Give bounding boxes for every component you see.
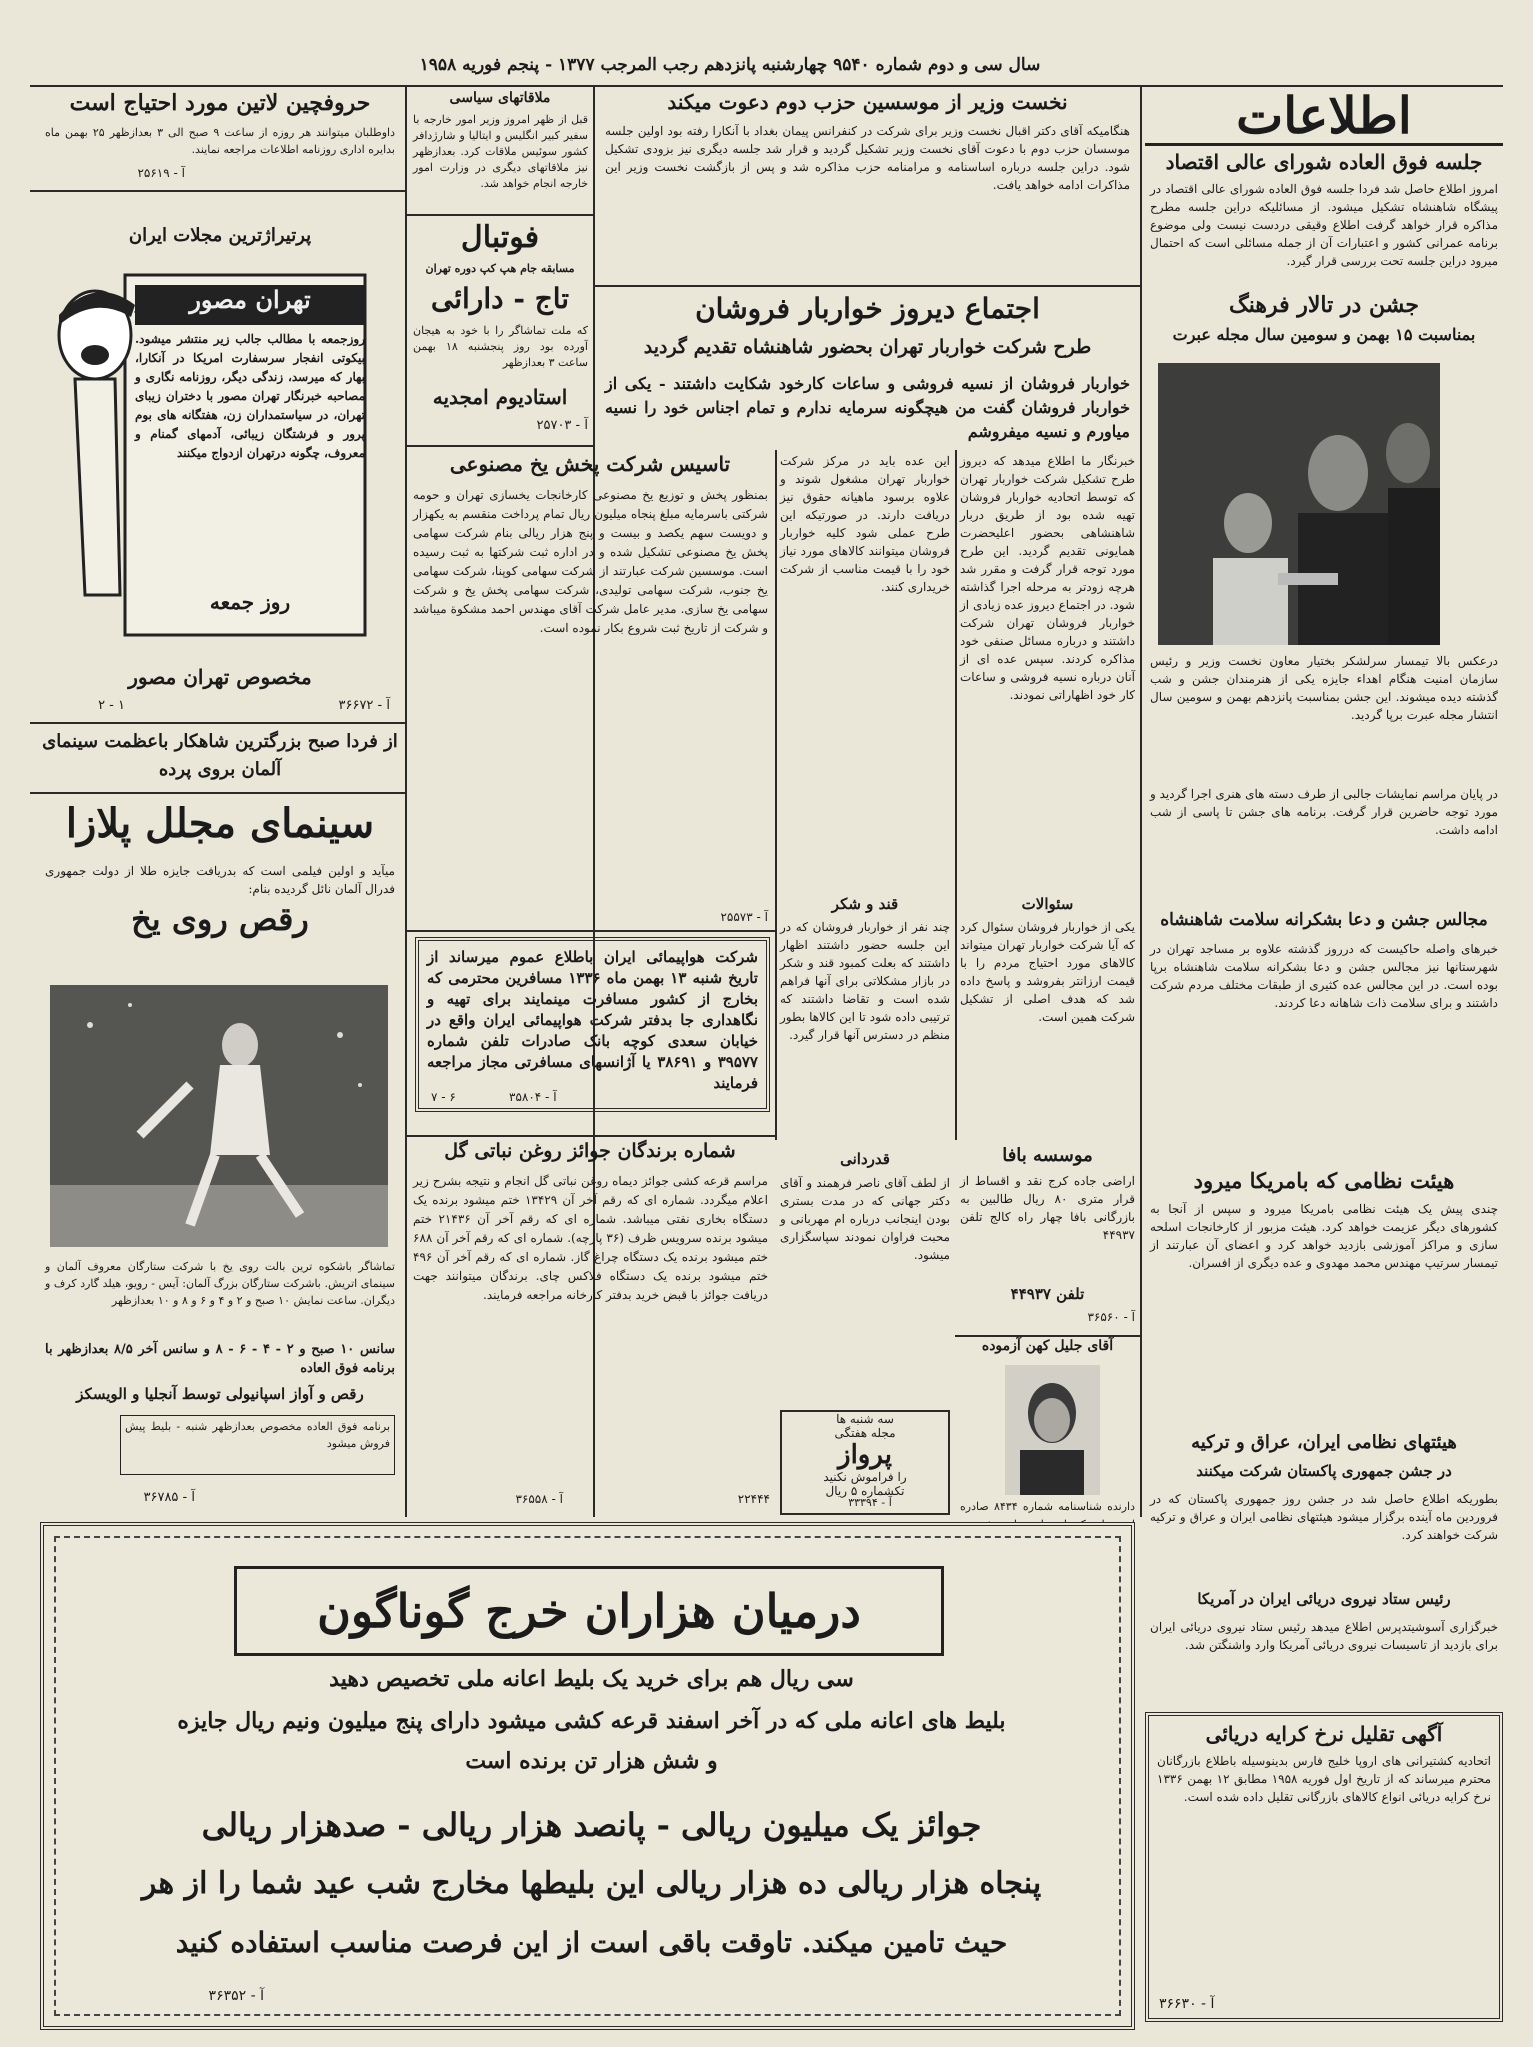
navy-body: خبرگزاری آسوشیتدپرس اطلاع میدهد رئیس ستاد نیروی دریائی ایران برای بازدید از تاسیسات نیروی دریائی آمریکا وارد واشنگتن شد. bbox=[1150, 1620, 1498, 1652]
cinema-intro: میآید و اولین فیلمی است که بدریافت جایزه طلا از دولت جمهوری فدرال آلمان نائل گردیده بنام: bbox=[45, 864, 395, 896]
grocers-body-a: خبرنگار ما اطلاع میدهد که دیروز طرح تشکیل شرکت خواربار تهران که توسط اتحادیه خواربار فروشان تهیه شده بود از طریق دربار شاهنشاهی بحضور اعلیحضرت همایونی تقدیم گردید. این طرح مورد توجه قرار گرفت و مقرر شد هرچه زودتر به مرحله اجرا گذاشته شود. در اجتماع دیروز عده زیادی از خواربار فروشان تهران شرکت داشتند و درباره مسائل صنفی خود مذاکره کردند. سپس عده ای از آنان درباره نسیه فروشی و ساعات کار خود اظهاراتی نمودند. bbox=[960, 454, 1135, 702]
pm-title: نخست وزیر از موسسین حزب دوم دعوت میکند bbox=[667, 90, 1068, 114]
football-code: آ - ۲۵۷۰۳ bbox=[536, 418, 588, 433]
football-subtitle: مسابقه جام هپ کپ دوره تهران bbox=[425, 262, 575, 275]
typesetter-body: داوطلبان میتوانند هر روزه از ساعت ۹ صبح الی ۳ بعدازظهر ۲۵ بهمن ماه بدایره اداری روزنامه اطلاعات مراجعه نمایند. bbox=[45, 126, 395, 156]
magazine-code: آ - ۳۶۶۷۲ bbox=[338, 698, 390, 713]
football-title: فوتبال bbox=[460, 220, 540, 255]
grocers-body-b: این عده باید در مرکز شرکت خواربار تهران مشغول شوند و علاوه برسود ماهیانه حقوق نیز دریافت دارند. در صورتیکه این طرح عملی شود کلیه خواربار فروشان میتوانند کالاهای مورد نیاز خود را با قیمت مناسب از شرکت خریداری کنند. bbox=[780, 454, 950, 594]
bafa-code: آ - ۳۶۵۶۰ bbox=[1087, 1310, 1135, 1324]
lottery-ad bbox=[40, 1522, 1135, 2030]
parvaz-line3: را فراموش نکنید bbox=[823, 1470, 907, 1484]
cinema-film: رقص روی یخ bbox=[131, 900, 309, 938]
lottery-line3: و شش هزار تن برنده است bbox=[465, 1748, 718, 1774]
portrait-image bbox=[1005, 1365, 1100, 1495]
questions-subhead: سئوالات bbox=[1021, 895, 1074, 913]
lottery-title-box bbox=[234, 1566, 944, 1656]
ice-code: آ - ۲۵۵۷۳ bbox=[720, 910, 768, 924]
celebration-title: جشن در تالار فرهنگ bbox=[1229, 292, 1419, 318]
meetings-body: قبل از ظهر امروز وزیر امور خارجه با سفیر کبیر انگلیس و ایتالیا و شارژدافر کشور سوئیس ملاقات کرد. بعدازظهر نیز ملاقاتهای دیگری در وزارت امور خارجه انجام خواهد شد. bbox=[413, 113, 588, 190]
bafa-title: موسسه بافا bbox=[1002, 1145, 1093, 1166]
pakistan-title: هیئتهای نظامی ایران، عراق و ترکیه bbox=[1191, 1432, 1457, 1453]
shah-health-body: خبرهای واصله حاکیست که درروز گذشته علاوه بر مساجد تهران در شهرستانها نیز مجالس جشن و دعا بشکرانه سلامت شاهنشاه برپا بوده است. در این مجالس عده کثیری از طبقات مختلف مردم شرکت داشتند و برای سلامت ذات شاهانه دعا کردند. bbox=[1150, 942, 1498, 1010]
grocers-title: اجتماع دیروز خواربار فروشان bbox=[695, 292, 1040, 325]
airline-code2: ۶ - ۷ bbox=[431, 1090, 456, 1104]
lottery-line1: سی ریال هم برای خرید یک بلیط اعانه ملی تخصیص دهید bbox=[329, 1666, 854, 1692]
doctor-caption: دارنده شناسنامه شماره ۸۴۳۴ صادره bbox=[960, 1500, 1135, 1513]
airline-text: شرکت هواپیمائی ایران باطلاع عموم میرساند از تاریخ شنبه ۱۳ بهمن ماه ۱۳۳۶ مسافرین محترمی که بخارج از کشور مسافرت مینمایند برای تهیه و نگاهداری جا بدفتر شرکت هواپیمائی ایران واقع در خیابان سعدی کوچه بانک صادرات تلفن شماره ۳۹۵۷۷ و ۳۸۶۹۱ یا آژانسهای مسافرتی مجاز مراجعه فرمایند bbox=[427, 948, 758, 1092]
lottery-code: آ - ۳۶۳۵۲ bbox=[208, 1988, 264, 2004]
contest-phone: ۲۲۴۴۴ bbox=[737, 1492, 770, 1506]
cinema-code: آ - ۳۶۷۸۵ bbox=[143, 1490, 195, 1505]
football-teams: تاج - دارائی bbox=[430, 282, 570, 315]
magazine-body: روزجمعه با مطالب جالب زیر منتشر میشود. بیکوتی انفجار سرسفارت امریکا در آنکارا، بهار که میرسد، زندگی دیگر، روزنامه نگاری و مصاحبه خبرنگار تهران مصور با دختران زیبای تهران، در سیاستمداران زن، هفتگانه های بوم پرور و فرشتگان زیبائی، آدمهای گمنام و معروف، چگونه درتهران ازدواج میکنند bbox=[135, 332, 365, 460]
grocers-body-c: چند نفر از خواربار فروشان که در این جلسه حضور داشتند اظهار داشتند که بعلت کمبود قند و شکر در بازار مشکلاتی برای آنها فراهم شده است و تقاضا داشتند که ترتیبی داده شود تا این کالاها بطور منظم در دسترس آنها قرار گیرد. bbox=[780, 920, 950, 1042]
masthead-logo bbox=[1145, 88, 1503, 146]
photo-people-image bbox=[1158, 363, 1440, 645]
fare-notice bbox=[1145, 1712, 1503, 2022]
meetings-title: ملاقاتهای سیاسی bbox=[449, 90, 551, 106]
airline-code: آ - ۳۵۸۰۴ bbox=[509, 1090, 557, 1104]
pm-body: هنگامیکه آقای دکتر اقبال نخست وزیر برای شرکت در کنفرانس پیمان بغداد با آنکارا رفته بود اولین جلسه موسسان حزب دوم با دعوت آقای نخست وزیر تشکیل گردید و قرار شد جلسه دیگری نیز بزودی تشکیل شود. دراین جلسه درباره اساسنامه و مرامنامه حزب مذاکره شد و پس از بازگشت نخست وزیر این مذاکرات ادامه خواهد یافت. bbox=[605, 124, 1130, 192]
fare-code: آ - ۳۶۶۳۰ bbox=[1159, 1996, 1215, 2012]
celebration-subtitle: بمناسبت ۱۵ بهمن و سومین سال مجله عبرت bbox=[1172, 325, 1476, 344]
contest-code: آ - ۳۶۵۵۸ bbox=[515, 1492, 563, 1506]
military-us-title: هیئت نظامی که بامریکا میرود bbox=[1193, 1168, 1455, 1193]
bafa-body: اراضی جاده کرج نقد و اقساط از قرار متری ۸۰ ریال طالبین به بازرگانی بافا چهار راه کالج تلفن ۴۴۹۳۷ bbox=[960, 1174, 1135, 1242]
military-us-body: چندی پیش یک هیئت نظامی بامریکا میرود و سپس از آنجا به کشورهای دیگر عزیمت خواهد کرد. هیئت مزبور از کارخانجات اسلحه سازی و مراکز آموزشی بازدید خواهد کرد و اعضای آن عبارتند از تیمسار سرتیپ مهندس محمد مهدوی و عده دیگری از افسران. bbox=[1150, 1202, 1498, 1270]
council-body: امروز اطلاع حاصل شد فردا جلسه فوق العاده شورای عالی اقتصاد در پیشگاه شاهنشاه تشکیل میشود. از مسائلیکه دراین جلسه مطرح مذاکره قرار خواهد گرفت اطلاع وقیقی دردست نیست ولی موضوع برنامه عمرانی کشور و اعتبارات آن از جمله مسائلی است که احتمال میرود دراین جلسه تحت بررسی قرار گیرد. bbox=[1150, 182, 1498, 268]
logo-text: اطلاعات bbox=[1236, 86, 1412, 145]
ice-title: تاسیس شرکت پخش یخ مصنوعی bbox=[449, 452, 731, 476]
magazine-name: تهران مصور bbox=[135, 285, 365, 325]
magazine-banner: پرتیراژترین مجلات ایران bbox=[128, 225, 312, 246]
fare-body: اتحادیه کشتیرانی های اروپا خلیج فارس بدینوسیله باطلاع بازرگانان محترم میرساند که از تاریخ اول فوریه ۱۹۵۸ مطابق ۱۲ بهمن ۱۳۳۶ نرخ کرایه دریائی انواع کالاهای بازرگانی تقلیل داده شده است. bbox=[1157, 1754, 1491, 1804]
grocers-body-d: یکی از خواربار فروشان سئوال کرد که آیا شرکت خواربار تهران میتواند کالاهای مورد احتیاج مردم را با قیمت ارزانتر بفروشد و پاسخ داده شد که هدف اصلی از تشکیل شرکت همین است. bbox=[960, 920, 1135, 1024]
skaters-image bbox=[50, 985, 388, 1247]
sugar-subhead: قند و شکر bbox=[831, 895, 899, 913]
football-venue: استادیوم امجدیه bbox=[432, 385, 568, 409]
contest-body: مراسم قرعه کشی جوائز دیماه روغن نباتی گل انجام و نتیجه بشرح زیر اعلام میگردد. شماره ای که رقم آخر آن ۱۳۴۲۹ ختم میشود برنده یک دستگاه بخاری نفتی میباشد. شماره ای که رقم آخر آن ۲۱۴۳۶ ختم میشود برنده سرویس ظرف (۳۶ پارچه). شماره ای که رقم آخر آن ۶۸۸ ختم میشود برنده یک دستگاه چراغ گاز. شماره ای که رقم آخر آن ۴۹۶ ختم میشود برنده یک دستگاه فلاکس چای. برندگان میتوانند جهت دریافت جوائز با قبض خرید بدفتر کارخانه مراجعه فرمایند. bbox=[413, 1174, 768, 1302]
lottery-line5: پنجاه هزار ریالی ده هزار ریالی این بلیطها مخارج شب عید شما را از هر bbox=[141, 1866, 1042, 1901]
cinema-name: سینمای مجلل پلازا bbox=[65, 800, 375, 847]
magazine-footer: مخصوص تهران مصور bbox=[128, 665, 312, 689]
doctor-photo bbox=[1005, 1365, 1100, 1495]
celebration-body: در پایان مراسم نمایشات جالبی از طرف دسته های هنری اجرا گردید و مورد توجه حاضرین قرار گرفت. برنامه های جشن تا پاسی از شب ادامه داشت. bbox=[1150, 787, 1498, 837]
council-title: جلسه فوق العاده شورای عالی اقتصاد bbox=[1165, 150, 1483, 174]
lottery-line2: بلیط های اعانه ملی که در آخر اسفند قرعه کشی میشود دارای پنج میلیون ونیم ریال جایزه bbox=[177, 1708, 1006, 1734]
ice-body: بمنظور پخش و توزیع یخ مصنوعی کارخانجات یخسازی تهران و حومه شرکتی باسرمایه مبلغ پنجاه میلیون ریال تمام پرداخت منقسم به یکهزار و دویست سهم یکصد و بیست و پنج هزار ریالی بنام شرکت سهامی پخش یخ مصنوعی تشکیل شده و در اداره ثبت شرکتها به ثبت رسیده است. موسسین شرکت عبارتند از شرکت سهامی کوپنا، شرکت سهامی یخ جنوب، شرکت سهامی تولیدی، شرکت سهامی پخش یخ و شرکت سهامی یخ سازی. مدیر عامل شرکت آقای مهندس احمد مشکوة میباشد و شرکت از تاریخ ثبت شروع بکار نموده است. bbox=[413, 488, 768, 635]
football-body: که ملت تماشاگر را با خود به هیجان آورده بود روز پنجشنبه ۱۸ بهمن ساعت ۳ بعدازظهر bbox=[413, 324, 588, 369]
contest-title: شماره برندگان جوائز روغن نباتی گل bbox=[444, 1140, 736, 1162]
cinema-photo bbox=[50, 985, 388, 1247]
cinema-extra: رقص و آواز اسپانیولی توسط آنجلیا و الویسکز bbox=[76, 1385, 364, 1403]
cinema-caption: تماشاگر باشکوه ترین بالت روی یخ با شرکت ستارگان معروف آلمان و سینمای اتریش. باشرکت ستارگان بزرگ آلمان: آیس - رویو، هیلد گارد کرف و دیگران. ساعت نمایش ۱۰ صبح و ۲ و ۴ و ۶ و ۸ و ۱۰ بعدازظهر bbox=[45, 1260, 395, 1307]
photo-caption: درعکس بالا تیمسار سرلشکر بختیار معاون نخست وزیر و رئیس سازمان امنیت هنگام اهداء جایزه یکی از هنرمندان جشن و شب گذشته دیده میشوند. این جشن بمناسبت پانزدهم بهمن و سومین سال انتشار مجله عبرت برپا گردید. bbox=[1150, 654, 1498, 722]
bafa-phone: تلفن ۴۴۹۳۷ bbox=[1010, 1285, 1085, 1303]
navy-title: رئیس ستاد نیروی دریائی ایران در آمریکا bbox=[1197, 1590, 1451, 1608]
parvaz-line1: سه شنبه ها bbox=[836, 1412, 894, 1426]
airline-notice bbox=[415, 937, 770, 1112]
magazine-day: روز جمعه bbox=[209, 590, 291, 614]
thanks-body: از لطف آقای ناصر فرهمند و آقای دکتر جهانی که در مدت بستری بودن اینجانب درباره ام مهربانی و محبت فراوان نمودند سپاسگزاری میشود. bbox=[780, 1176, 950, 1262]
cinema-note: برنامه فوق العاده مخصوص بعدازظهر شنبه - بلیط پیش فروش میشود bbox=[120, 1415, 395, 1475]
typesetter-title: حروفچین لاتین مورد احتیاج است bbox=[69, 90, 371, 116]
doctor-title: آقای جلیل کهن آزموده bbox=[981, 1338, 1114, 1354]
pakistan-subtitle: در جشن جمهوری پاکستان شرکت میکنند bbox=[1196, 1462, 1452, 1480]
fare-title: آگهی تقلیل نرخ کرایه دریائی bbox=[1205, 1722, 1443, 1746]
lottery-line4: جوائز یک میلیون ریالی - پانصد هزار ریالی - صدهزار ریالی bbox=[201, 1806, 982, 1844]
typesetter-code: آ - ۲۵۶۱۹ bbox=[137, 166, 185, 180]
shah-health-title: مجالس جشن و دعا بشکرانه سلامت شاهنشاه bbox=[1160, 910, 1488, 930]
parvaz-code: آ - ۳۳۳۹۴ bbox=[848, 1496, 892, 1509]
grocers-subtitle: طرح شرکت خواربار تهران بحضور شاهنشاه تقدیم گردید bbox=[643, 336, 1092, 358]
cinema-top: از فردا صبح بزرگترین شاهکار باعظمت سینمای آلمان بروی پرده bbox=[42, 731, 398, 780]
parvaz-line4: تکشماره ۵ ریال bbox=[825, 1484, 905, 1498]
issue-line: سال سی و دوم شماره ۹۵۴۰ چهارشنبه پانزدهم رجب المرجب ۱۳۷۷ - پنجم فوریه ۱۹۵۸ bbox=[419, 55, 1041, 75]
thanks-title: قدردانی bbox=[840, 1150, 890, 1168]
cinema-showtimes: سانس ۱۰ صبح و ۲ - ۴ - ۶ - ۸ و سانس آخر ۸/۵ بعدازظهر با برنامه فوق العاده bbox=[45, 1342, 396, 1376]
lottery-title: درمیان هزاران خرج گوناگون bbox=[317, 1584, 861, 1638]
pakistan-body: بطوریکه اطلاع حاصل شد در جشن روز جمهوری پاکستان که در فروردین ماه آینده برگزار میشود هیئتهای نظامی ایران و عراق و ترکیه شرکت خواهند کرد. bbox=[1150, 1492, 1498, 1542]
parvaz-name: پرواز bbox=[838, 1440, 892, 1470]
lottery-line6: حیث تامین میکند. تاوقت باقی است از این فرصت مناسب استفاده کنید bbox=[175, 1926, 1008, 1959]
celebration-photo bbox=[1158, 363, 1440, 645]
grocers-lead: خواربار فروشان از نسیه فروشی و ساعات کارخود شکایت داشتند - یکی از خواربار فروشان گفت من هیچگونه سرمایه ندارم و تمام اجناس خود را نسیه میاورم و نسیه میفروشم bbox=[605, 374, 1130, 441]
parvaz-line2: مجله هفتگی bbox=[834, 1426, 896, 1440]
magazine-code2: ۱ - ۲ bbox=[98, 698, 125, 713]
